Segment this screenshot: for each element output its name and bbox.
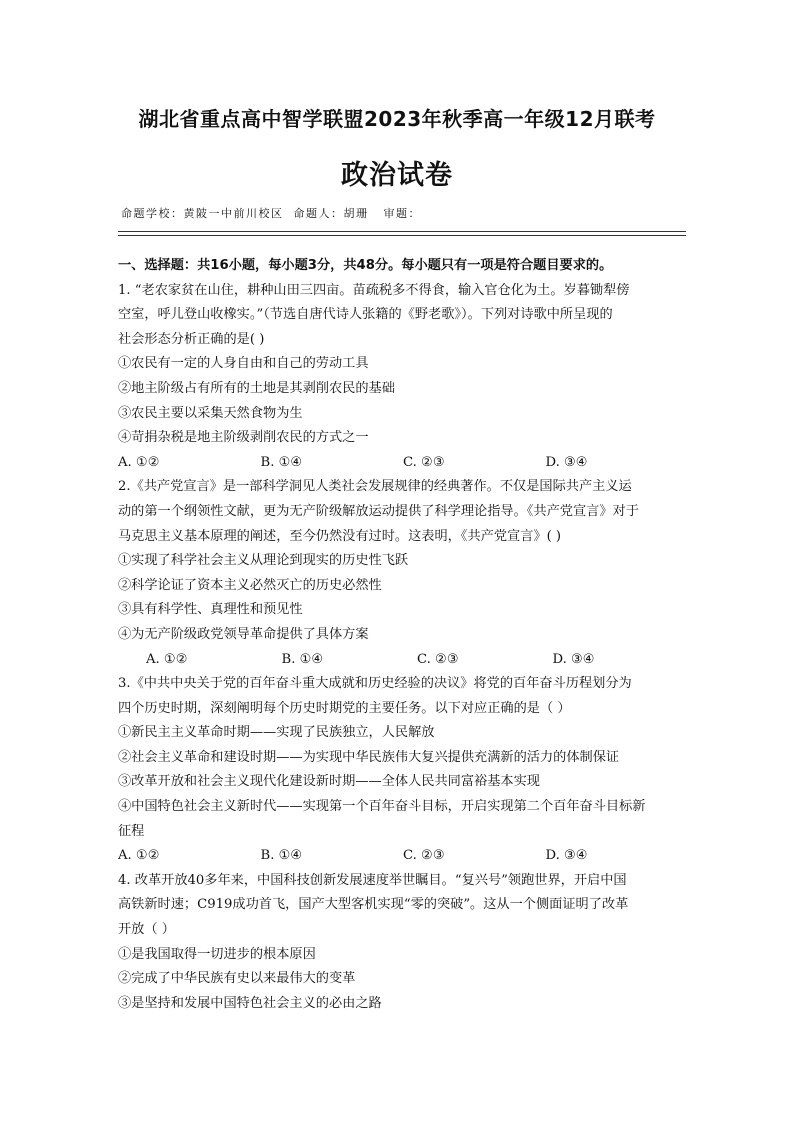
exam-content xyxy=(118,254,688,1016)
question-stem-line: 四个历史时期，深刻阐明每个历史时期党的主要任务。以下对应正确的是（ ） xyxy=(118,700,571,716)
statement: ③农民主要以采集天然食物为生 xyxy=(118,405,303,421)
exam-subject-title: 政治试卷 xyxy=(341,160,453,191)
question-stem-line: 空室，呼儿登山收橡实。”（节选自唐代诗人张籍的《野老歌》）。下列对诗歌中所呈现的 xyxy=(118,307,613,323)
question-2 xyxy=(118,475,688,672)
question-stem-line: 社会形态分析正确的是( ) xyxy=(118,331,265,347)
option-d: D. ③④ xyxy=(545,454,588,470)
statement: ③具有科学性、真理性和预见性 xyxy=(118,602,303,618)
statement: ④为无产阶级政党领导革命提供了具体方案 xyxy=(118,626,369,642)
question-stem-line: 1. “老农家贫在山住，耕种山田三四亩。苗疏税多不得食，输入官仓化为土。岁暮锄犁傍 xyxy=(118,282,630,298)
answer-options xyxy=(118,844,688,869)
statement: ②社会主义革命和建设时期——为实现中华民族伟大复兴提供充满新的活力的体制保证 xyxy=(118,749,620,765)
statement: ②地主阶级占有所有的土地是其剥削农民的基础 xyxy=(118,380,395,396)
question-3 xyxy=(118,672,688,869)
question-stem-line: 3.《中共中央关于党的百年奋斗重大成就和历史经验的决议》将党的百年奋斗历程划分为 xyxy=(118,676,632,692)
statement: ②科学论证了资本主义必然灭亡的历史必然性 xyxy=(118,577,382,593)
exam-title: 湖北省重点高中智学联盟2023年秋季高一年级12月联考 xyxy=(138,107,656,131)
option-a: A. ①② xyxy=(118,848,160,864)
question-stem-line: 马克思主义基本原理的阐述，至今仍然没有过时。这表明，《共产党宣言》( ) xyxy=(118,528,562,544)
statement: ④中国特色社会主义新时代——实现第一个百年奋斗目标，开启实现第二个百年奋斗目标新 xyxy=(118,799,646,815)
question-stem-line: 动的第一个纲领性文献，更为无产阶级解放运动提供了科学理论指导。《共产党宣言》对于 xyxy=(118,503,639,519)
option-c: C. ②③ xyxy=(417,651,459,667)
question-1 xyxy=(118,279,688,476)
option-b: B. ①④ xyxy=(260,848,303,864)
question-stem-line: 4. 改革开放40多年来，中国科技创新发展速度举世瞩目。“复兴号”领跑世界，开启中国 xyxy=(118,872,627,888)
option-a: A. ①② xyxy=(118,454,160,470)
option-a: A. ①② xyxy=(146,651,188,667)
question-stem-line: 2.《共产党宣言》是一部科学洞见人类社会发展规律的经典著作。不仅是国际共产主义运 xyxy=(118,479,632,495)
option-d: D. ③④ xyxy=(545,848,588,864)
question-stem-line: 高铁新时速；C919成功首飞，国产大型客机实现“零的突破”。这从一个侧面证明了改革 xyxy=(118,897,629,913)
option-b: B. ①④ xyxy=(260,454,303,470)
statement: ③改革开放和社会主义现代化建设新时期——全体人民共同富裕基本实现 xyxy=(118,774,540,790)
statement: ①是我国取得一切进步的根本原因 xyxy=(118,946,316,962)
option-c: C. ②③ xyxy=(403,454,445,470)
question-4 xyxy=(118,869,688,1017)
answer-options xyxy=(118,648,688,673)
statement: ②完成了中华民族有史以来最伟大的变革 xyxy=(118,971,356,987)
option-d: D. ③④ xyxy=(552,651,595,667)
exam-meta-info: 命题学校：黄陂一中前川校区 命题人：胡珊 审题： xyxy=(121,207,421,220)
statement: ①农民有一定的人身自由和自己的劳动工具 xyxy=(118,356,369,372)
header-divider-top xyxy=(118,231,686,232)
statement: ④苛捐杂税是地主阶级剥削农民的方式之一 xyxy=(118,430,369,446)
section-heading: 一、选择题：共16小题，每小题3分，共48分。每小题只有一项是符合题目要求的。 xyxy=(118,258,613,273)
option-b: B. ①④ xyxy=(281,651,324,667)
statement-continuation: 征程 xyxy=(118,823,145,839)
statement: ①新民主主义革命时期——实现了民族独立，人民解放 xyxy=(118,725,435,741)
answer-options xyxy=(118,451,688,476)
statement: ①实现了科学社会主义从理论到现实的历史性飞跃 xyxy=(118,553,409,569)
question-stem-line: 开放（ ） xyxy=(118,922,175,938)
statement: ③是坚持和发展中国特色社会主义的必由之路 xyxy=(118,995,382,1011)
header-divider-bottom xyxy=(118,235,686,236)
option-c: C. ②③ xyxy=(403,848,445,864)
